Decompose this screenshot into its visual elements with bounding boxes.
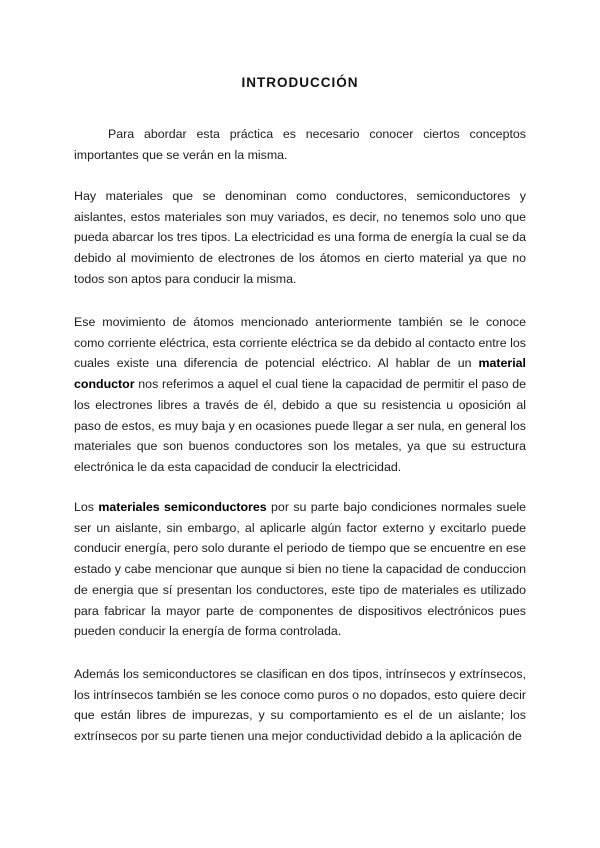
paragraph-materials: Hay materiales que se denominan como conductores, semiconductores y aislantes, estos materiales son muy variados, es decir, no tenemos solo uno que pueda abarcar los tres tipos. La electricidad es una forma de energía la cual se da debido al movimiento de electrones de los átomos en cierto material ya que no todos son aptos para conducir la misma. <box>74 189 526 286</box>
paragraph-text: Los <box>74 500 99 514</box>
paragraph-intro: Para abordar esta práctica es necesario conocer ciertos conceptos importantes que se verán en la misma. <box>74 127 526 162</box>
paragraph-text: por su parte bajo condiciones normales suele ser un aislante, sin embargo, al aplicarle algún factor externo y excitarlo puede conducir energía, pero solo durante el periodo de tiempo que se encuentre en ese estado y cabe mencionar que aunque si bien no tiene la capacidad de conduccion de energia que sí presentan los conductores, este tipo de materiales es utilizado para fabricar la mayor parte de componentes de dispositivos electrónicos pues pueden conducir la energía de forma controlada. <box>74 500 526 639</box>
paragraph-conductor <box>74 312 526 478</box>
page-title: INTRODUCCIÓN <box>241 75 359 90</box>
paragraph-text: Ese movimiento de átomos mencionado anteriormente también se le conoce como corriente eléctrica, esta corriente eléctrica se da debido al contacto entre los cuales existe una diferencia de potencial eléctrico. Al hablar de un <box>74 315 526 371</box>
paragraph-text: nos referimos a aquel el cual tiene la capacidad de permitir el paso de los electrones libres a través de él, debido a que su resistencia u oposición al paso de estos, es muy baja y en ocasiones puede llegar a ser nula, en general los materiales que son buenos conductores son los metales, ya que su estructura electrónica le da esta capacidad de conducir la electricidad. <box>74 377 526 474</box>
paragraph-semiconductor <box>74 497 526 642</box>
bold-term-material-conductor: material conductor <box>74 356 526 392</box>
bold-term-materiales-semiconductores: materiales semiconductores <box>98 500 267 514</box>
paragraph-semiconductor-types: Además los semiconductores se clasifican en dos tipos, intrínsecos y extrínsecos, los intrínsecos también se les conoce como puros o no dopados, esto quiere decir que están libres de impurezas, y su comportamiento es el de un aislante; los extrínsecos por su parte tienen una mejor conductividad debido a la aplicación de <box>74 667 526 744</box>
